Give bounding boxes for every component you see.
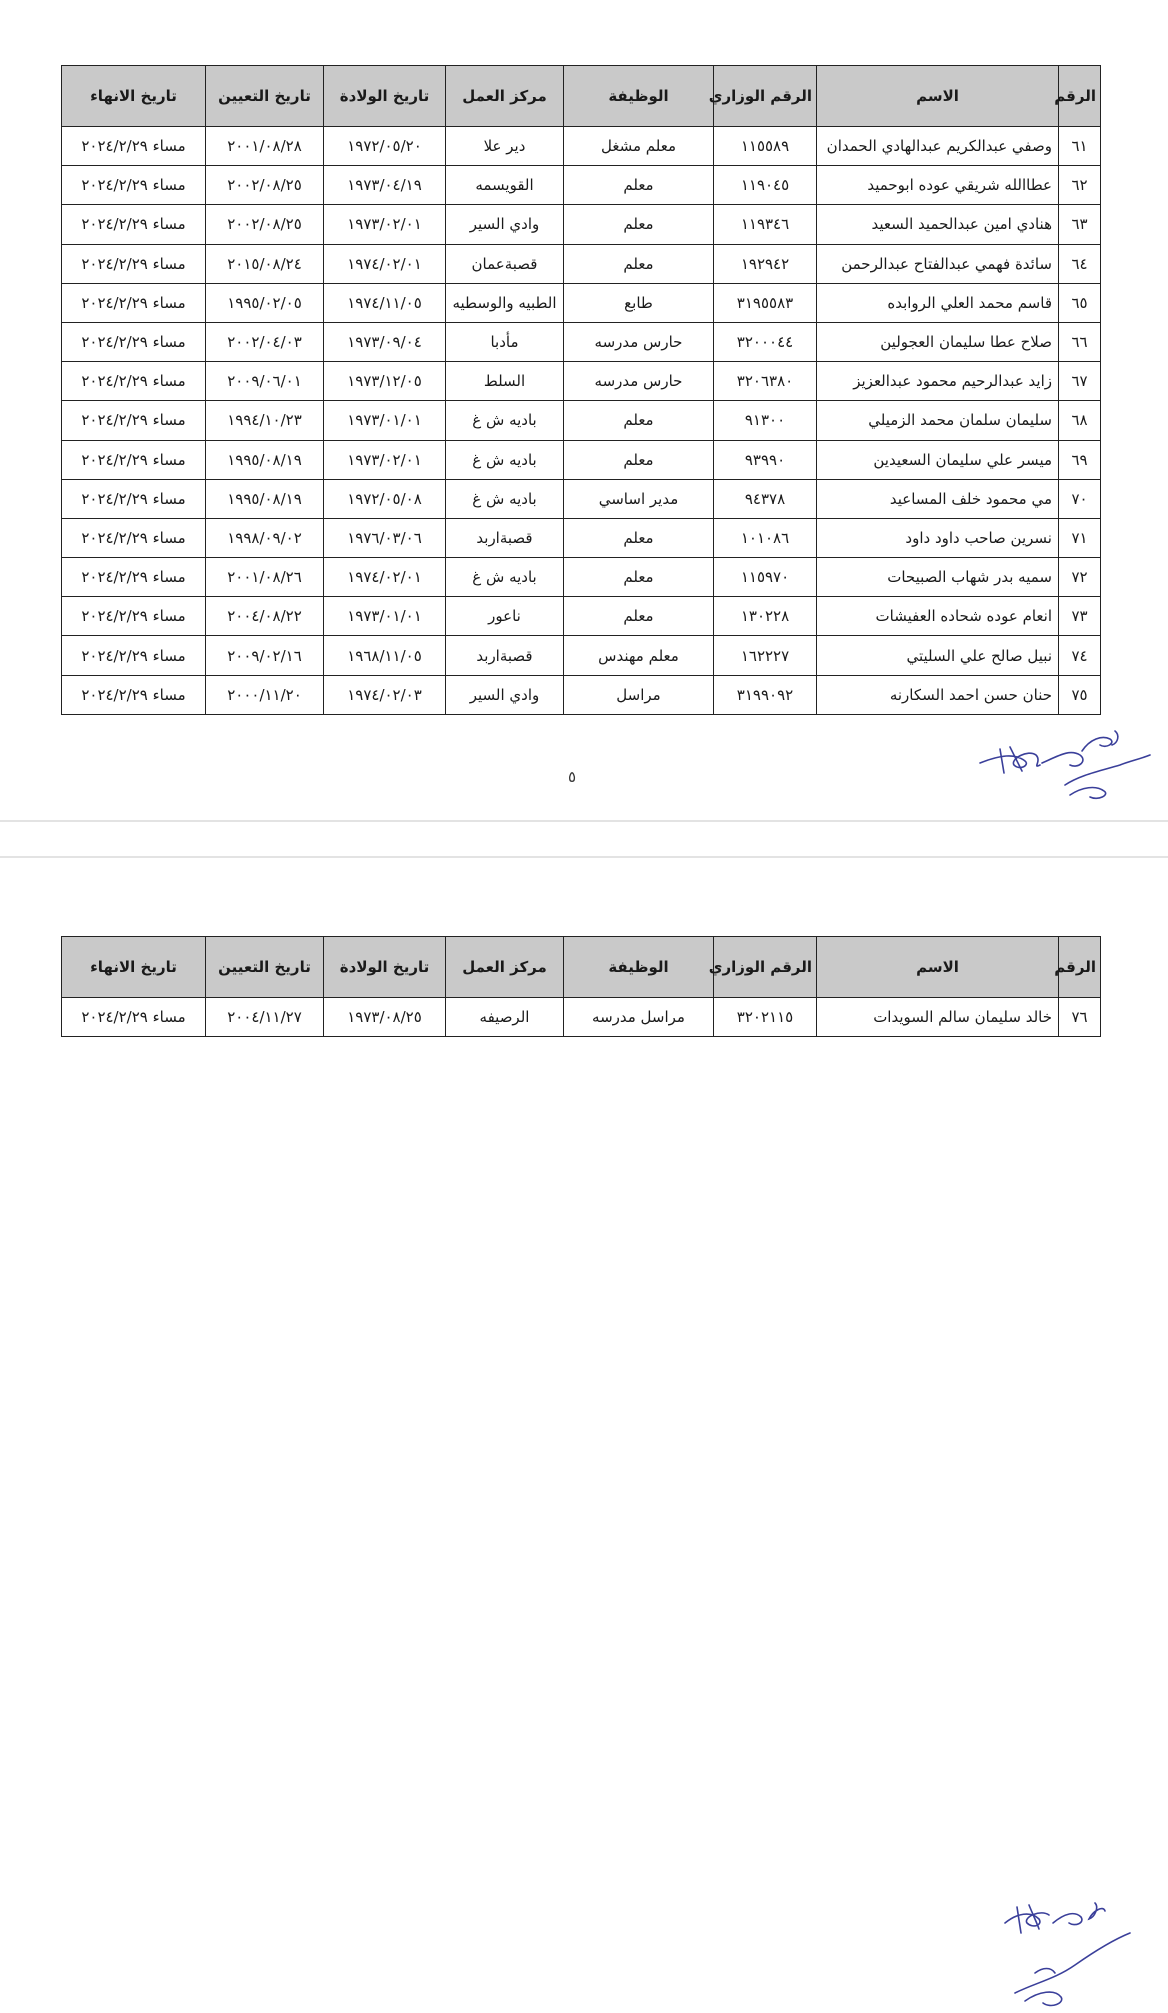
row-job: معلم <box>564 166 714 205</box>
row-ministerial-no: ١١٥٩٧٠ <box>714 558 817 597</box>
row-birth-date: ١٩٧٤/٠٢/٠٣ <box>324 675 446 714</box>
header-ministerial-no: الرقم الوزاري <box>714 937 817 998</box>
row-appointment-date: ٢٠٠٤/١١/٢٧ <box>206 998 324 1037</box>
row-job: معلم <box>564 518 714 557</box>
row-birth-date: ١٩٧٣/٠١/٠١ <box>324 401 446 440</box>
header-name: الاسم <box>817 66 1059 127</box>
header-work-center: مركز العمل <box>446 937 564 998</box>
row-job: معلم <box>564 401 714 440</box>
row-work-center: قصبةاربد <box>446 518 564 557</box>
row-ministerial-no: ١٩٢٩٤٢ <box>714 244 817 283</box>
row-name: صلاح عطا سليمان العجولين <box>817 322 1059 361</box>
row-name: نبيل صالح علي السليتي <box>817 636 1059 675</box>
header-appointment-date: تاريخ التعيين <box>206 937 324 998</box>
row-num: ٦٦ <box>1059 322 1101 361</box>
row-work-center: السلط <box>446 362 564 401</box>
table-row <box>62 440 1101 479</box>
row-work-center: وادي السير <box>446 205 564 244</box>
row-name: زايد عبدالرحيم محمود عبدالعزيز <box>817 362 1059 401</box>
row-end-date: مساء ٢٠٢٤/٢/٢٩ <box>62 283 206 322</box>
row-end-date: مساء ٢٠٢٤/٢/٢٩ <box>62 127 206 166</box>
signature-image <box>970 725 1160 805</box>
row-ministerial-no: ٣١٩٩٠٩٢ <box>714 675 817 714</box>
row-birth-date: ١٩٧٣/١٢/٠٥ <box>324 362 446 401</box>
row-name: قاسم محمد العلي الروابده <box>817 283 1059 322</box>
table-body-page-1 <box>62 127 1101 715</box>
table-row <box>62 998 1101 1037</box>
header-num: الرقم <box>1059 66 1101 127</box>
row-work-center: قصبةعمان <box>446 244 564 283</box>
table-row <box>62 597 1101 636</box>
table-row <box>62 322 1101 361</box>
row-name: سميه بدر شهاب الصبيحات <box>817 558 1059 597</box>
row-birth-date: ١٩٧٣/٠٢/٠١ <box>324 205 446 244</box>
row-num: ٧٦ <box>1059 998 1101 1037</box>
row-job: معلم <box>564 244 714 283</box>
row-name: انعام عوده شحاده العفيشات <box>817 597 1059 636</box>
row-end-date: مساء ٢٠٢٤/٢/٢٩ <box>62 166 206 205</box>
row-ministerial-no: ٩١٣٠٠ <box>714 401 817 440</box>
row-appointment-date: ٢٠٠٢/٠٤/٠٣ <box>206 322 324 361</box>
row-ministerial-no: ١١٥٥٨٩ <box>714 127 817 166</box>
row-job: معلم مشغل <box>564 127 714 166</box>
header-name: الاسم <box>817 937 1059 998</box>
header-work-center: مركز العمل <box>446 66 564 127</box>
row-end-date: مساء ٢٠٢٤/٢/٢٩ <box>62 675 206 714</box>
row-name: خالد سليمان سالم السويدات <box>817 998 1059 1037</box>
row-ministerial-no: ٣٢٠٠٠٤٤ <box>714 322 817 361</box>
row-end-date: مساء ٢٠٢٤/٢/٢٩ <box>62 479 206 518</box>
row-end-date: مساء ٢٠٢٤/٢/٢٩ <box>62 362 206 401</box>
table-body-page-2 <box>62 998 1101 1037</box>
row-ministerial-no: ٣٢٠٢١١٥ <box>714 998 817 1037</box>
row-end-date: مساء ٢٠٢٤/٢/٢٩ <box>62 636 206 675</box>
document-page-1 <box>0 0 1168 820</box>
row-appointment-date: ٢٠٠٠/١١/٢٠ <box>206 675 324 714</box>
row-appointment-date: ١٩٩٥/٠٨/١٩ <box>206 479 324 518</box>
row-name: عطاالله شريقي عوده ابوحميد <box>817 166 1059 205</box>
header-end-date: تاريخ الانهاء <box>62 937 206 998</box>
row-name: نسرين صاحب داود داود <box>817 518 1059 557</box>
row-appointment-date: ٢٠١٥/٠٨/٢٤ <box>206 244 324 283</box>
row-birth-date: ١٩٧٦/٠٣/٠٦ <box>324 518 446 557</box>
row-end-date: مساء ٢٠٢٤/٢/٢٩ <box>62 518 206 557</box>
row-ministerial-no: ٩٤٣٧٨ <box>714 479 817 518</box>
header-num: الرقم <box>1059 937 1101 998</box>
document-page-2 <box>0 858 1168 1303</box>
table-row <box>62 558 1101 597</box>
row-ministerial-no: ١١٩٣٤٦ <box>714 205 817 244</box>
row-num: ٧٣ <box>1059 597 1101 636</box>
table-header-row <box>62 66 1101 127</box>
row-birth-date: ١٩٧٢/٠٥/٢٠ <box>324 127 446 166</box>
row-end-date: مساء ٢٠٢٤/٢/٢٩ <box>62 244 206 283</box>
row-birth-date: ١٩٧٤/٠٢/٠١ <box>324 244 446 283</box>
row-job: طابع <box>564 283 714 322</box>
row-appointment-date: ٢٠٠٢/٠٨/٢٥ <box>206 205 324 244</box>
row-num: ٧٤ <box>1059 636 1101 675</box>
row-end-date: مساء ٢٠٢٤/٢/٢٩ <box>62 322 206 361</box>
row-ministerial-no: ١٣٠٢٢٨ <box>714 597 817 636</box>
row-num: ٦٨ <box>1059 401 1101 440</box>
header-birth-date: تاريخ الولادة <box>324 66 446 127</box>
row-work-center: القويسمه <box>446 166 564 205</box>
row-end-date: مساء ٢٠٢٤/٢/٢٩ <box>62 440 206 479</box>
row-name: ميسر علي سليمان السعيدين <box>817 440 1059 479</box>
row-birth-date: ١٩٧٣/٠١/٠١ <box>324 597 446 636</box>
row-ministerial-no: ١١٩٠٤٥ <box>714 166 817 205</box>
signature-image <box>995 1893 1145 2013</box>
row-num: ٦٤ <box>1059 244 1101 283</box>
employees-table-page-1 <box>61 65 1101 715</box>
table-row <box>62 518 1101 557</box>
row-birth-date: ١٩٧٣/٠٤/١٩ <box>324 166 446 205</box>
row-appointment-date: ٢٠٠١/٠٨/٢٨ <box>206 127 324 166</box>
row-appointment-date: ٢٠٠٩/٠٦/٠١ <box>206 362 324 401</box>
row-birth-date: ١٩٧٣/٠٢/٠١ <box>324 440 446 479</box>
row-num: ٧٢ <box>1059 558 1101 597</box>
table-row <box>62 283 1101 322</box>
row-num: ٦٢ <box>1059 166 1101 205</box>
row-num: ٦٣ <box>1059 205 1101 244</box>
row-work-center: وادي السير <box>446 675 564 714</box>
row-appointment-date: ٢٠٠٢/٠٨/٢٥ <box>206 166 324 205</box>
row-appointment-date: ٢٠٠٩/٠٢/١٦ <box>206 636 324 675</box>
table-header-row <box>62 937 1101 998</box>
row-birth-date: ١٩٧٣/٠٨/٢٥ <box>324 998 446 1037</box>
row-end-date: مساء ٢٠٢٤/٢/٢٩ <box>62 205 206 244</box>
row-num: ٦٩ <box>1059 440 1101 479</box>
row-num: ٦٥ <box>1059 283 1101 322</box>
row-appointment-date: ١٩٩٨/٠٩/٠٢ <box>206 518 324 557</box>
row-name: حنان حسن احمد السكارنه <box>817 675 1059 714</box>
row-ministerial-no: ١٠١٠٨٦ <box>714 518 817 557</box>
row-job: معلم <box>564 440 714 479</box>
table-row <box>62 479 1101 518</box>
row-job: حارس مدرسه <box>564 322 714 361</box>
row-work-center: ناعور <box>446 597 564 636</box>
row-name: وصفي عبدالكريم عبدالهادي الحمدان <box>817 127 1059 166</box>
row-job: مراسل مدرسه <box>564 998 714 1037</box>
row-num: ٧١ <box>1059 518 1101 557</box>
row-work-center: دير علا <box>446 127 564 166</box>
table-row <box>62 362 1101 401</box>
row-name: هنادي امين عبدالحميد السعيد <box>817 205 1059 244</box>
row-birth-date: ١٩٦٨/١١/٠٥ <box>324 636 446 675</box>
row-job: معلم مهندس <box>564 636 714 675</box>
row-ministerial-no: ٣٢٠٦٣٨٠ <box>714 362 817 401</box>
row-end-date: مساء ٢٠٢٤/٢/٢٩ <box>62 558 206 597</box>
row-birth-date: ١٩٧٤/١١/٠٥ <box>324 283 446 322</box>
row-name: مي محمود خلف المساعيد <box>817 479 1059 518</box>
row-num: ٧٥ <box>1059 675 1101 714</box>
row-num: ٧٠ <box>1059 479 1101 518</box>
row-work-center: باديه ش غ <box>446 479 564 518</box>
row-appointment-date: ١٩٩٤/١٠/٢٣ <box>206 401 324 440</box>
row-num: ٦٧ <box>1059 362 1101 401</box>
table-row <box>62 205 1101 244</box>
header-birth-date: تاريخ الولادة <box>324 937 446 998</box>
row-work-center: الرصيفه <box>446 998 564 1037</box>
row-job: مراسل <box>564 675 714 714</box>
table-row <box>62 127 1101 166</box>
row-work-center: باديه ش غ <box>446 558 564 597</box>
row-end-date: مساء ٢٠٢٤/٢/٢٩ <box>62 401 206 440</box>
row-work-center: مأدبا <box>446 322 564 361</box>
row-ministerial-no: ٣١٩٥٥٨٣ <box>714 283 817 322</box>
row-job: معلم <box>564 205 714 244</box>
row-job: مدير اساسي <box>564 479 714 518</box>
row-num: ٦١ <box>1059 127 1101 166</box>
header-job: الوظيفة <box>564 937 714 998</box>
employees-table-page-2 <box>61 936 1101 1037</box>
table-row <box>62 675 1101 714</box>
page-number: ٥ <box>568 768 577 786</box>
row-birth-date: ١٩٧٢/٠٥/٠٨ <box>324 479 446 518</box>
row-birth-date: ١٩٧٣/٠٩/٠٤ <box>324 322 446 361</box>
row-work-center: الطبيه والوسطيه <box>446 283 564 322</box>
header-ministerial-no: الرقم الوزاري <box>714 66 817 127</box>
row-work-center: باديه ش غ <box>446 440 564 479</box>
header-job: الوظيفة <box>564 66 714 127</box>
row-appointment-date: ٢٠٠٤/٠٨/٢٢ <box>206 597 324 636</box>
row-appointment-date: ١٩٩٥/٠٨/١٩ <box>206 440 324 479</box>
row-appointment-date: ٢٠٠١/٠٨/٢٦ <box>206 558 324 597</box>
header-end-date: تاريخ الانهاء <box>62 66 206 127</box>
row-job: معلم <box>564 597 714 636</box>
row-end-date: مساء ٢٠٢٤/٢/٢٩ <box>62 597 206 636</box>
row-ministerial-no: ٩٣٩٩٠ <box>714 440 817 479</box>
table-row <box>62 636 1101 675</box>
row-end-date: مساء ٢٠٢٤/٢/٢٩ <box>62 998 206 1037</box>
table-row <box>62 166 1101 205</box>
row-work-center: باديه ش غ <box>446 401 564 440</box>
row-name: سائدة فهمي عبدالفتاح عبدالرحمن <box>817 244 1059 283</box>
table-row <box>62 244 1101 283</box>
row-name: سليمان سلمان محمد الزميلي <box>817 401 1059 440</box>
header-appointment-date: تاريخ التعيين <box>206 66 324 127</box>
row-birth-date: ١٩٧٤/٠٢/٠١ <box>324 558 446 597</box>
row-work-center: قصبةاربد <box>446 636 564 675</box>
row-ministerial-no: ١٦٢٢٢٧ <box>714 636 817 675</box>
row-appointment-date: ١٩٩٥/٠٢/٠٥ <box>206 283 324 322</box>
page-separator <box>0 820 1168 858</box>
table-row <box>62 401 1101 440</box>
row-job: معلم <box>564 558 714 597</box>
row-job: حارس مدرسه <box>564 362 714 401</box>
